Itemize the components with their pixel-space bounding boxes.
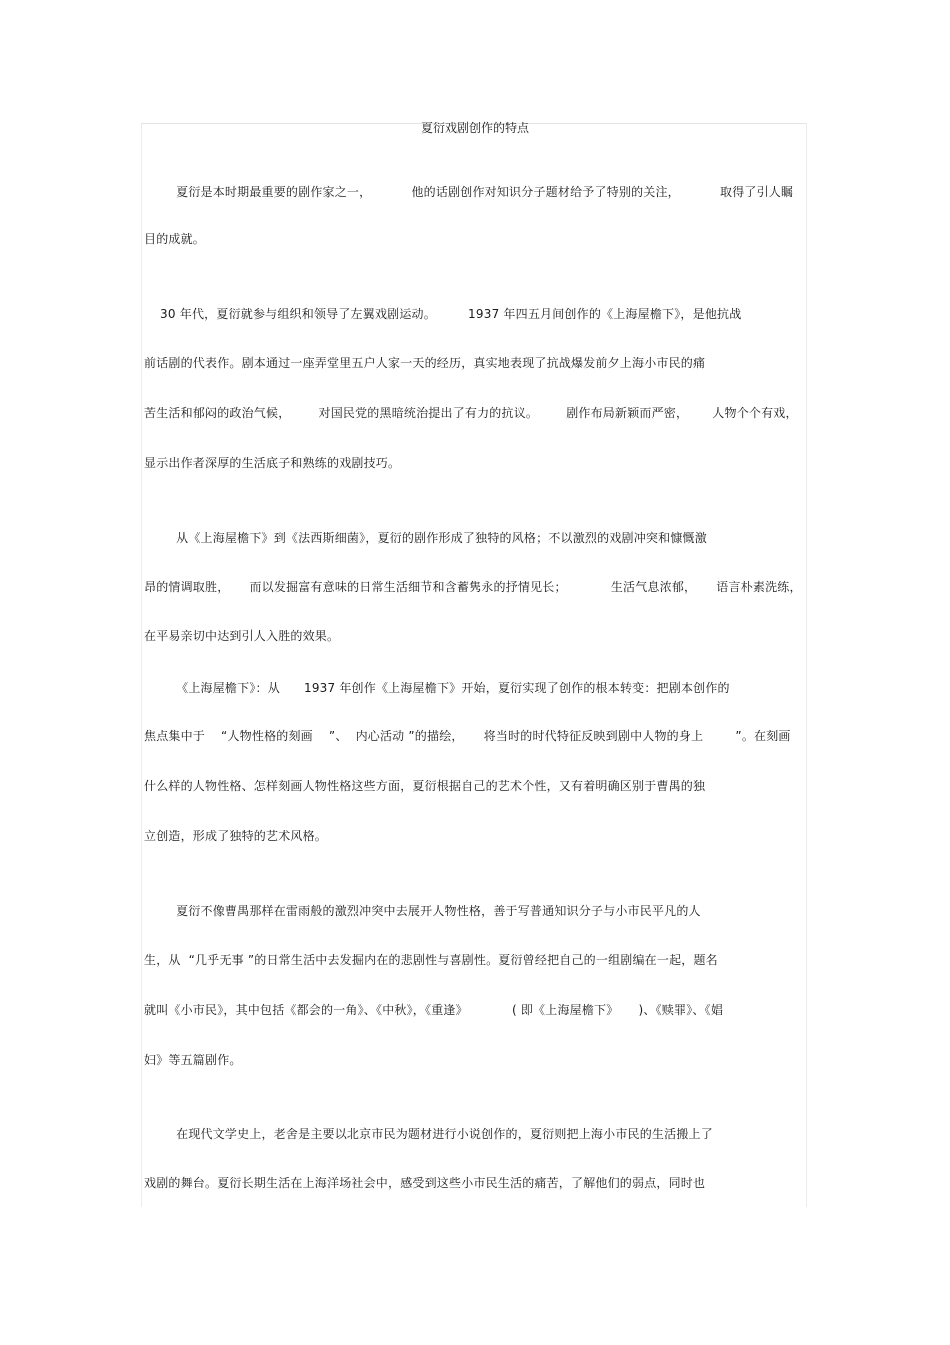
- paragraph-line: 目的成就。: [144, 232, 206, 246]
- paragraph-line: 妇》等五篇剧作。: [144, 1053, 242, 1067]
- paragraph-line: 生，从 “几乎无事 ”的日常生活中去发掘内在的悲剧性与喜剧性。夏衍曾经把自己的一组剧编在一起，题名: [144, 953, 718, 967]
- paragraph-line: 前话剧的代表作。剧本通过一座弄堂里五户人家一天的经历，真实地表现了抗战爆发前夕上海小市民的痛: [144, 356, 706, 370]
- paragraph-line: 《上海屋檐下》：从 1937 年创作《上海屋檐下》开始，夏衍实现了创作的根本转变：把剧本创作的: [144, 681, 730, 695]
- paragraph-line: 从《上海屋檐下》到《法西斯细菌》，夏衍的剧作形成了独特的风格；不以激烈的戏剧冲突和慷慨激: [144, 531, 707, 545]
- paragraph-line: 苦生活和郁闷的政治气候， 对国民党的黑暗统治提出了有力的抗议。 剧作布局新颖而严密， 人物个个有戏，: [144, 406, 798, 420]
- paragraph-line: 立创造，形成了独特的艺术风格。: [144, 829, 328, 843]
- paragraph-line: 在现代文学史上，老舍是主要以北京市民为题材进行小说创作的，夏衍则把上海小市民的生活搬上了: [144, 1127, 713, 1141]
- paragraph-line: 什么样的人物性格、怎样刻画人物性格这些方面，夏衍根据自己的艺术个性，又有着明确区别于曹禺的独: [144, 779, 706, 793]
- paragraph-line: 夏衍不像曹禺那样在雷雨般的激烈冲突中去展开人物性格，善于写普通知识分子与小市民平凡的人: [144, 904, 701, 918]
- page-frame: [141, 123, 807, 1207]
- paragraph-line: 昂的情调取胜， 而以发掘富有意味的日常生活细节和含蓄隽永的抒情见长； 生活气息浓郁， 语言朴素洗练，: [144, 580, 802, 594]
- paragraph-line: 夏衍是本时期最重要的剧作家之一， 他的话剧创作对知识分子题材给予了特别的关注， 取得了引人瞩: [144, 185, 794, 199]
- paragraph-line: 戏剧的舞台。夏衍长期生活在上海洋场社会中，感受到这些小市民生活的痛苦，了解他们的弱点，同时也: [144, 1176, 706, 1190]
- document-title: 夏衍戏剧创作的特点: [420, 121, 529, 135]
- paragraph-line: 在平易亲切中达到引人入胜的效果。: [144, 629, 340, 643]
- paragraph-line: 显示出作者深厚的生活底子和熟练的戏剧技巧。: [144, 456, 401, 470]
- paragraph-line: 30 年代，夏衍就参与组织和领导了左翼戏剧运动。 1937 年四五月间创作的《上海屋檐下》，是他抗战: [144, 307, 742, 321]
- paragraph-line: 焦点集中于 “人物性格的刻画 ”、 内心活动 ”的描绘， 将当时的时代特征反映到剧中人物的身上 ”。在刻画: [144, 729, 791, 743]
- paragraph-line: 就叫《小市民》，其中包括《都会的一角》、《中秋》，《重逢》 ( 即《上海屋檐下》 )、《赎罪》、《娼: [144, 1003, 724, 1017]
